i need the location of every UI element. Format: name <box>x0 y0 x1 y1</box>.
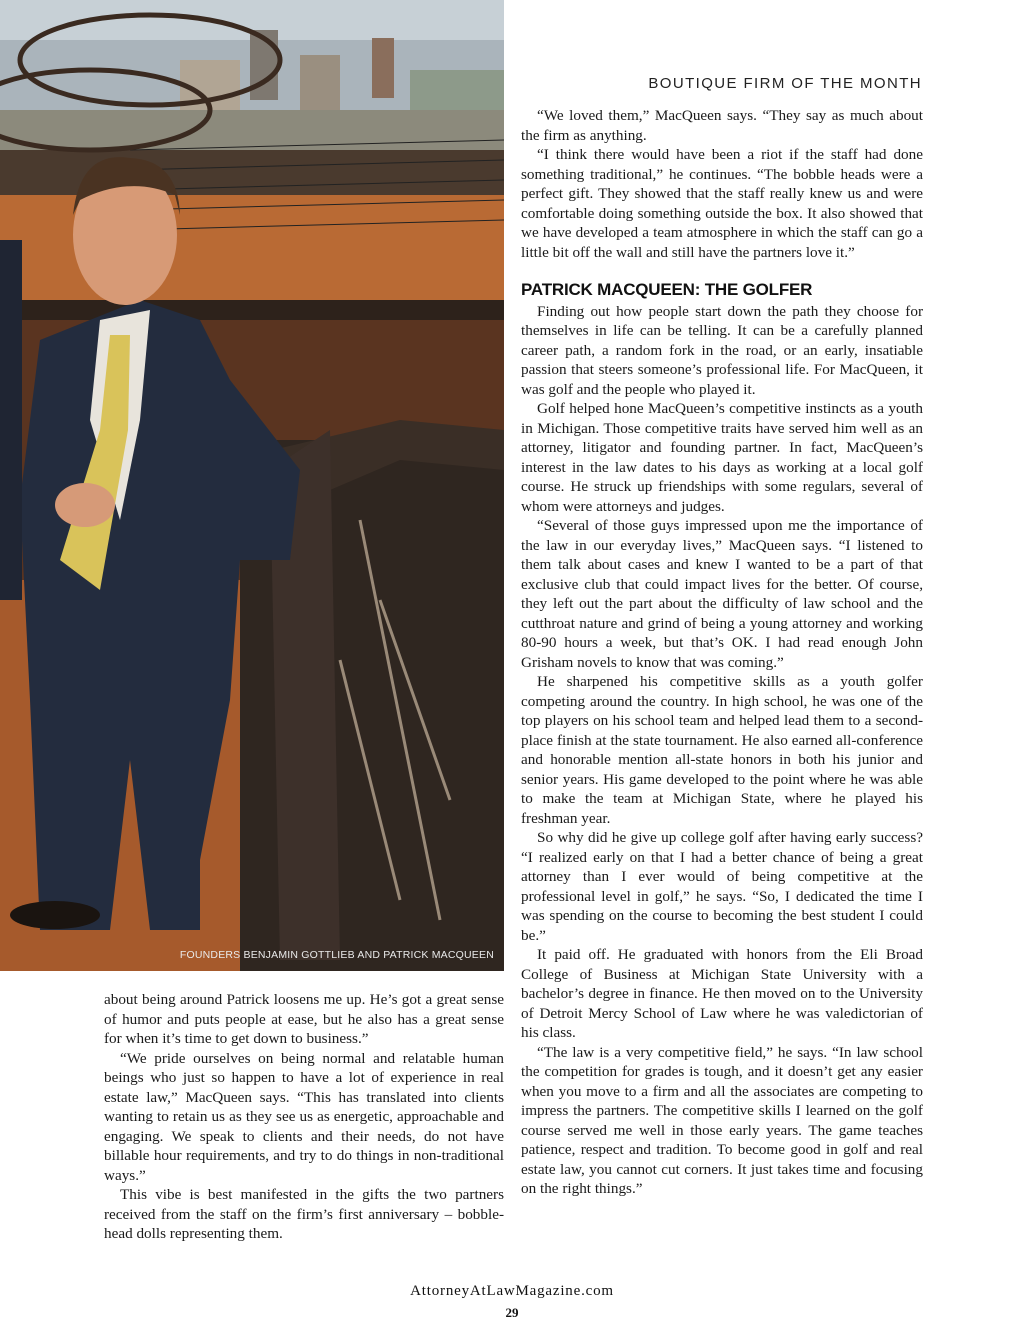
paragraph: So why did he give up college golf after having early success? “I realized early on that I had a better chance of being a great attorney than I ever would of being competitive at the professional level in golf,” he says. “So, I dedicated the time I was spending on the course to becoming the best student I could be.” <box>521 829 923 944</box>
photo-caption: FOUNDERS BENJAMIN GOTTLIEB AND PATRICK MACQUEEN <box>179 949 494 961</box>
founders-photo <box>0 0 504 971</box>
paragraph: This vibe is best manifested in the gifts the two partners received from the staff on the firm’s first anniversary – bobble-head dolls representing them. <box>104 1186 504 1242</box>
photo-illustration <box>0 0 504 971</box>
paragraph: “Several of those guys impressed upon me the importance of the law in our everyday lives,” MacQueen says. “I listened to them talk about cases and knew I wanted to be a part of that exclusive club that could impact lives for the better. Of course, they left out the part about the difficulty of law school and the cutthroat nature and grind of being a young attorney and working 80-90 hours a week, but that’s OK. I had read enough John Grisham novels to know that was coming.” <box>521 517 923 671</box>
right-column <box>521 106 923 1199</box>
paragraph: It paid off. He graduated with honors from the Eli Broad College of Business at Michigan State University with a bachelor’s degree in finance. He then moved on to the University of Detroit Mercy School of Law where he was valedictorian of his class. <box>521 946 923 1041</box>
paragraph: “We pride ourselves on being normal and relatable human beings who just so happen to have a lot of experience in real estate law,” MacQueen says. “This has translated into clients wanting to retain us as they see us as energetic, approachable and engaging. We speak to clients and their needs, do not have billable hour requirements, and try to do things in non-traditional ways.” <box>104 1049 504 1184</box>
paragraph: Golf helped hone MacQueen’s competitive instincts as a youth in Michigan. Those competitive traits have served him well as an attorney, litigator and founding partner. In fact, MacQueen’s interest in the law dates to his days as working at a local golf course. He struck up friendships with some regulars, several of whom were attorneys and judges. <box>521 400 923 515</box>
page-number: 29 <box>505 1305 519 1320</box>
paragraph: “The law is a very competitive field,” he says. “In law school the competition for grades is tough, and it doesn’t get any easier when you move to a firm and all the associates are competing to impress the partners. The competitive skills I learned on the golf course served me well in those early years. The game teaches patience, respect and tradition. To become good in golf and real estate law, you cannot cut corners. It just takes time and focusing on the right things.” <box>521 1043 923 1197</box>
paragraph: Finding out how people start down the path they choose for themselves in life can be telling. It can be a carefully planned career path, a random fork in the road, or an early, insatiable passion that steers someone’s professional life. For MacQueen, it was golf and the people who played it. <box>521 302 923 398</box>
left-column <box>104 990 504 1244</box>
paragraph: “We loved them,” MacQueen says. “They say as much about the firm as anything. <box>521 107 923 144</box>
section-heading: PATRICK MACQUEEN: THE GOLFER <box>521 280 813 299</box>
section-label: BOUTIQUE FIRM OF THE MONTH <box>648 75 922 92</box>
paragraph: He sharpened his competitive skills as a youth golfer competing around the country. In high school, he was one of the top players on his school team and helped lead them to a second-place finish at the state tournament. He also earned all-conference and honorable mention all-state honors in both his junior and senior years. His game developed to the point where he was able to make the team at Michigan State, where he played his freshman year. <box>521 673 923 827</box>
paragraph: “I think there would have been a riot if the staff had done something traditional,” he continues. “The bobble heads were a perfect gift. They showed that the staff really knew us and were comfortable doing something outside the box. It also showed that we have developed a team atmosphere in which the staff can go a little bit off the wall and still have the partners love it.” <box>521 146 923 261</box>
footer-website: AttorneyAtLawMagazine.com <box>410 1283 614 1299</box>
paragraph: about being around Patrick loosens me up. He’s got a great sense of humor and puts people at ease, but he also has a great sense for when it’s time to get down to business.” <box>104 991 504 1047</box>
